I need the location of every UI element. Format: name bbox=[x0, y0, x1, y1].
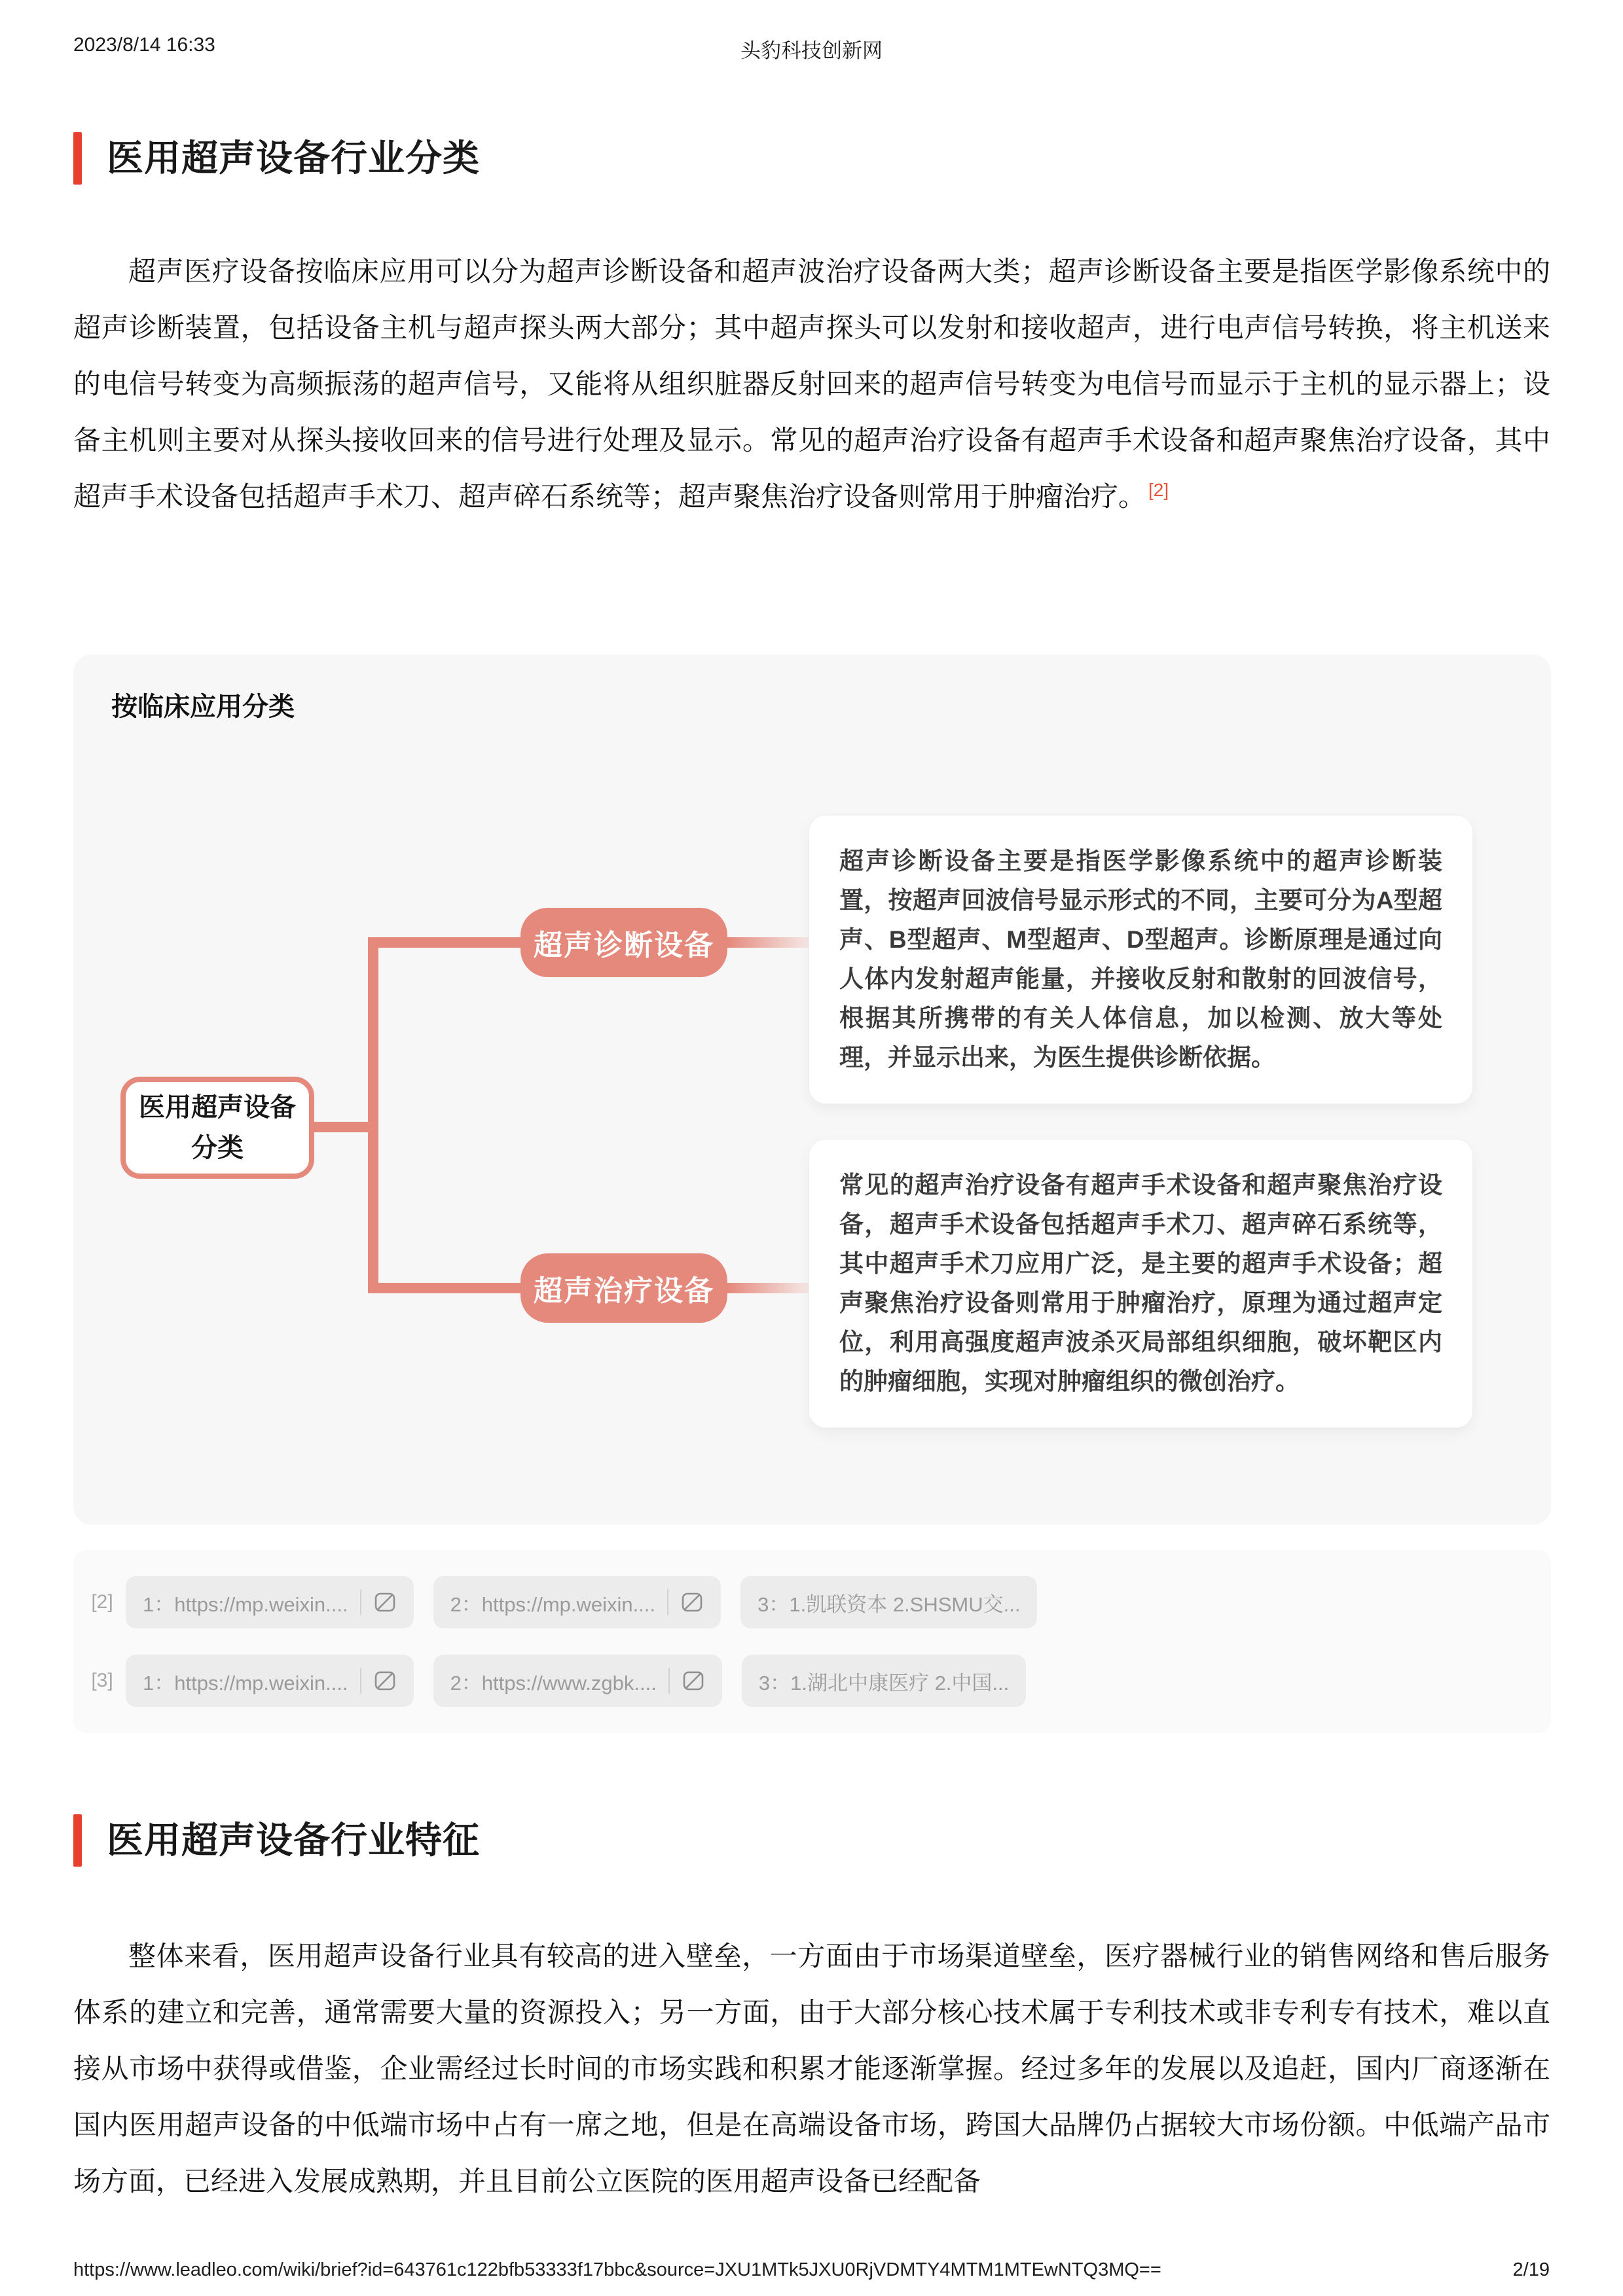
chip-divider bbox=[668, 1668, 670, 1694]
diagram-title: 按临床应用分类 bbox=[111, 692, 295, 721]
reference-chip-text: 2：https://www.zgbk.... bbox=[450, 1671, 657, 1695]
reference-label: [2] bbox=[91, 1591, 113, 1613]
section-title-characteristics bbox=[73, 1814, 480, 1867]
branch-node-diagnostic: 超声诊断设备 bbox=[520, 908, 727, 977]
print-timestamp: 2023/8/14 16:33 bbox=[73, 34, 215, 56]
footer-page-number: 2/19 bbox=[1512, 2259, 1550, 2280]
reference-chip[interactable] bbox=[740, 1576, 1037, 1628]
intro-paragraph-text: 超声医疗设备按临床应用可以分为超声诊断设备和超声波治疗设备两大类；超声诊断设备主要是指医学影像系统中的超声诊断装置，包括设备主机与超声探头两大部分；其中超声探头可以发射和接收超声，进行电声信号转换，将主机送来的电信号转变为高频振荡的超声信号，又能将从组织脏器反射回来的超声信号转变为电信号而显示于主机的显示器上；设备主机则主要对从探头接收回来的信号进行处理及显示。常见的超声治疗设备有超声手术设备和超声聚焦治疗设备，其中超声手术设备包括超声手术刀、超声碎石系统等；超声聚焦治疗设备则常用于肿瘤治疗。 bbox=[73, 256, 1550, 512]
reference-label: [3] bbox=[91, 1670, 113, 1691]
citation-superscript[interactable]: [2] bbox=[1148, 480, 1169, 500]
mindmap-root-node: 医用超声设备分类 bbox=[120, 1077, 314, 1179]
characteristics-paragraph: 整体来看，医用超声设备行业具有较高的进入壁垒，一方面由于市场渠道壁垒，医疗器械行业的销售网络和售后服务体系的建立和完善，通常需要大量的资源投入；另一方面，由于大部分核心技术属于专利技术或非专利专有技术，难以直接从市场中获得或借鉴，企业需经过长时间的市场实践和积累才能逐渐掌握。经过多年的发展以及追赶，国内厂商逐渐在国内医用超声设备的中低端市场中占有一席之地，但是在高端设备市场，跨国大品牌仍占据较大市场份额。中低端产品市场方面，已经进入发展成熟期，并且目前公立医院的医用超声设备已经配备 bbox=[73, 1941, 1550, 2197]
red-accent-bar bbox=[73, 132, 82, 185]
reference-chip[interactable] bbox=[742, 1655, 1026, 1707]
reference-chip-text: 1：https://mp.weixin.... bbox=[143, 1671, 348, 1695]
connector-fade-bottom bbox=[727, 1283, 811, 1293]
chip-divider bbox=[667, 1589, 668, 1615]
diagnostic-description-card: 超声诊断设备主要是指医学影像系统中的超声诊断装置，按超声回波信号显示形式的不同，主要可分为A型超声、B型超声、M型超声、D型超声。诊断原理是通过向人体内发射超声能量，并接收反射和散射的回波信号，根据其所携带的有关人体信息，加以检测、放大等处理，并显示出来，为医生提供诊断依据。 bbox=[809, 815, 1473, 1104]
reference-chip-text: 3：1.凯联资本 2.SHSMU交... bbox=[757, 1592, 1021, 1616]
site-title: 头豹科技创新网 bbox=[740, 39, 883, 62]
connector-fade-top bbox=[727, 937, 811, 948]
red-accent-bar bbox=[73, 1814, 82, 1867]
branch-node-treatment: 超声治疗设备 bbox=[520, 1253, 727, 1323]
connector-branch-bottom bbox=[368, 1283, 528, 1293]
section-title-classification bbox=[73, 132, 480, 185]
reference-chip[interactable] bbox=[433, 1576, 721, 1628]
reference-chip[interactable] bbox=[433, 1655, 722, 1707]
image-link-icon bbox=[682, 1669, 705, 1693]
reference-chip-text: 3：1.湖北中康医疗 2.中国... bbox=[758, 1671, 1010, 1695]
reference-row-2 bbox=[79, 1576, 1551, 1628]
image-link-icon bbox=[373, 1669, 397, 1693]
section-title-text: 医用超声设备行业分类 bbox=[107, 137, 480, 179]
connector-trunk bbox=[368, 937, 378, 1293]
reference-row-3 bbox=[79, 1655, 1551, 1707]
treatment-description-card: 常见的超声治疗设备有超声手术设备和超声聚焦治疗设备，超声手术设备包括超声手术刀、超声碎石系统等，其中超声手术刀应用广泛，是主要的超声手术设备；超声聚焦治疗设备则常用于肿瘤治疗，原理为通过超声定位，利用高强度超声波杀灭局部组织细胞，破坏靶区内的肿瘤细胞，实现对肿瘤组织的微创治疗。 bbox=[809, 1139, 1473, 1428]
connector-branch-top bbox=[368, 937, 528, 948]
reference-chip-text: 1：https://mp.weixin.... bbox=[143, 1592, 348, 1616]
footer-source-url: https://www.leadleo.com/wiki/brief?id=643761c122bfb53333f17bbc&source=JXU1MTk5JXU0RjVDMTY4MTM1MTEwNTQ3MQ== bbox=[73, 2259, 1161, 2280]
connector-root bbox=[313, 1122, 373, 1132]
image-link-icon bbox=[680, 1590, 704, 1614]
chip-divider bbox=[360, 1589, 361, 1615]
section-title-text: 医用超声设备行业特征 bbox=[107, 1820, 480, 1861]
chip-divider bbox=[360, 1668, 361, 1694]
references-panel bbox=[73, 1550, 1551, 1733]
reference-chip[interactable] bbox=[126, 1576, 414, 1628]
image-link-icon bbox=[373, 1590, 397, 1614]
reference-chip[interactable] bbox=[126, 1655, 414, 1707]
classification-diagram bbox=[73, 655, 1551, 1525]
intro-paragraph bbox=[73, 243, 1550, 525]
reference-chip-text: 2：https://mp.weixin.... bbox=[450, 1592, 656, 1616]
